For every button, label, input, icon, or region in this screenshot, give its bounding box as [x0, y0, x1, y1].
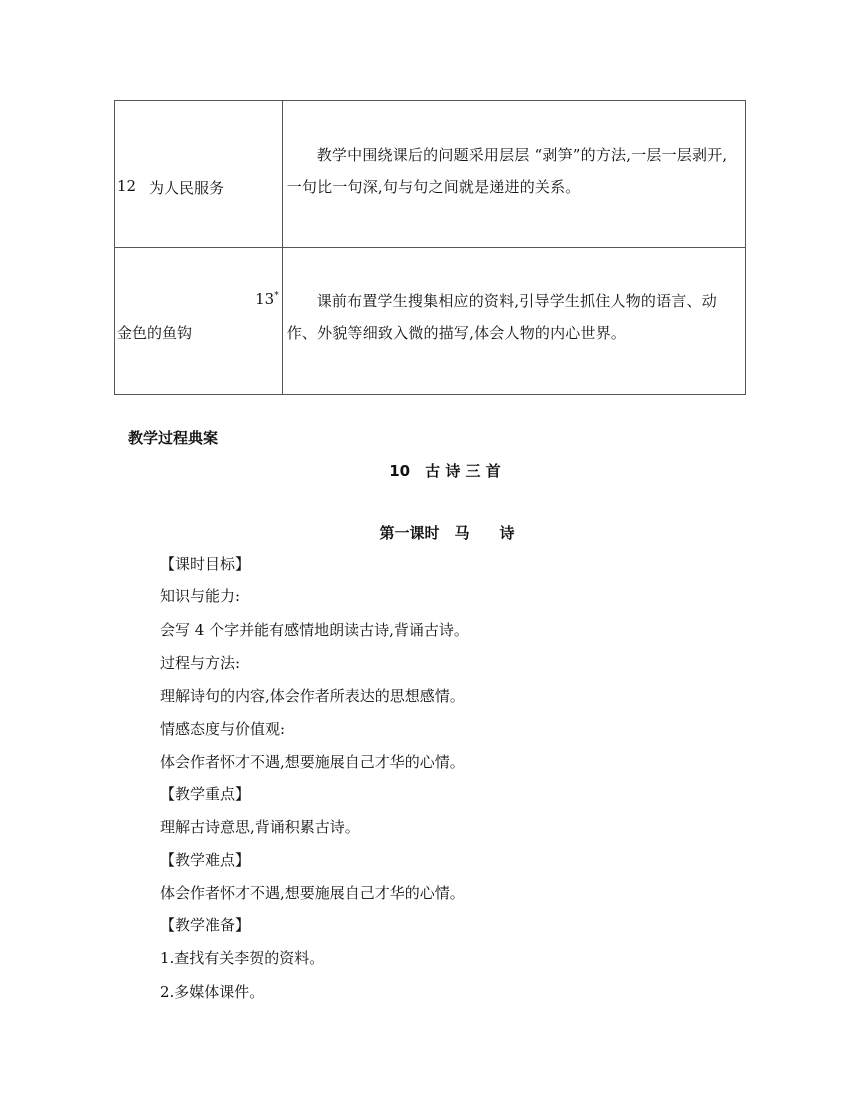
emotion-text: 体会作者怀才不遇,想要施展自己才华的心情。 — [160, 753, 465, 771]
preparation-item: 1.查找有关李贺的资料。 — [160, 949, 325, 967]
lesson-cell — [115, 101, 283, 248]
knowledge-text: 会写 4 个字并能有感情地朗读古诗,背诵古诗。 — [160, 621, 469, 639]
optional-marker: * — [274, 291, 279, 301]
difficulty-label: 【教学难点】 — [160, 851, 251, 869]
difficulty-text: 体会作者怀才不遇,想要施展自己才华的心情。 — [160, 884, 465, 902]
lesson-title: 金色的鱼钩 — [117, 324, 193, 342]
process-text: 理解诗句的内容,体会作者所表达的思想感情。 — [160, 687, 465, 705]
lesson-number: 13 — [255, 290, 275, 308]
lesson-heading: 10 古 诗 三 首 — [389, 462, 501, 480]
period-heading: 第一课时 马 诗 — [379, 524, 515, 542]
lesson-number-wrap — [255, 290, 279, 308]
emotion-label: 情感态度与价值观: — [160, 720, 286, 738]
preparation-item: 2.多媒体课件。 — [160, 983, 265, 1001]
key-points-label: 【教学重点】 — [160, 785, 251, 803]
lesson-number: 12 — [117, 177, 137, 195]
description-cell — [282, 101, 745, 248]
process-label: 过程与方法: — [160, 654, 241, 672]
goals-label: 【课时目标】 — [160, 555, 251, 573]
section-title: 教学过程典案 — [128, 429, 219, 447]
lesson-table — [114, 100, 746, 395]
lesson-description: 课前布置学生搜集相应的资料,引导学生抓住人物的语言、动作、外貌等细致入微的描写,体会人物的内心世界。 — [286, 292, 717, 342]
table-row — [115, 101, 746, 248]
table-row — [115, 248, 746, 395]
lesson-cell — [115, 248, 283, 395]
key-points-text: 理解古诗意思,背诵积累古诗。 — [160, 818, 360, 836]
lesson-description: 教学中围绕课后的问题采用层层 “剥笋”的方法,一层一层剥开,一句比一句深,句与句之间就是递进的关系。 — [286, 146, 728, 196]
description-cell — [282, 248, 745, 395]
preparation-label: 【教学准备】 — [160, 916, 251, 934]
knowledge-label: 知识与能力: — [160, 587, 241, 605]
lesson-title: 为人民服务 — [149, 179, 225, 197]
